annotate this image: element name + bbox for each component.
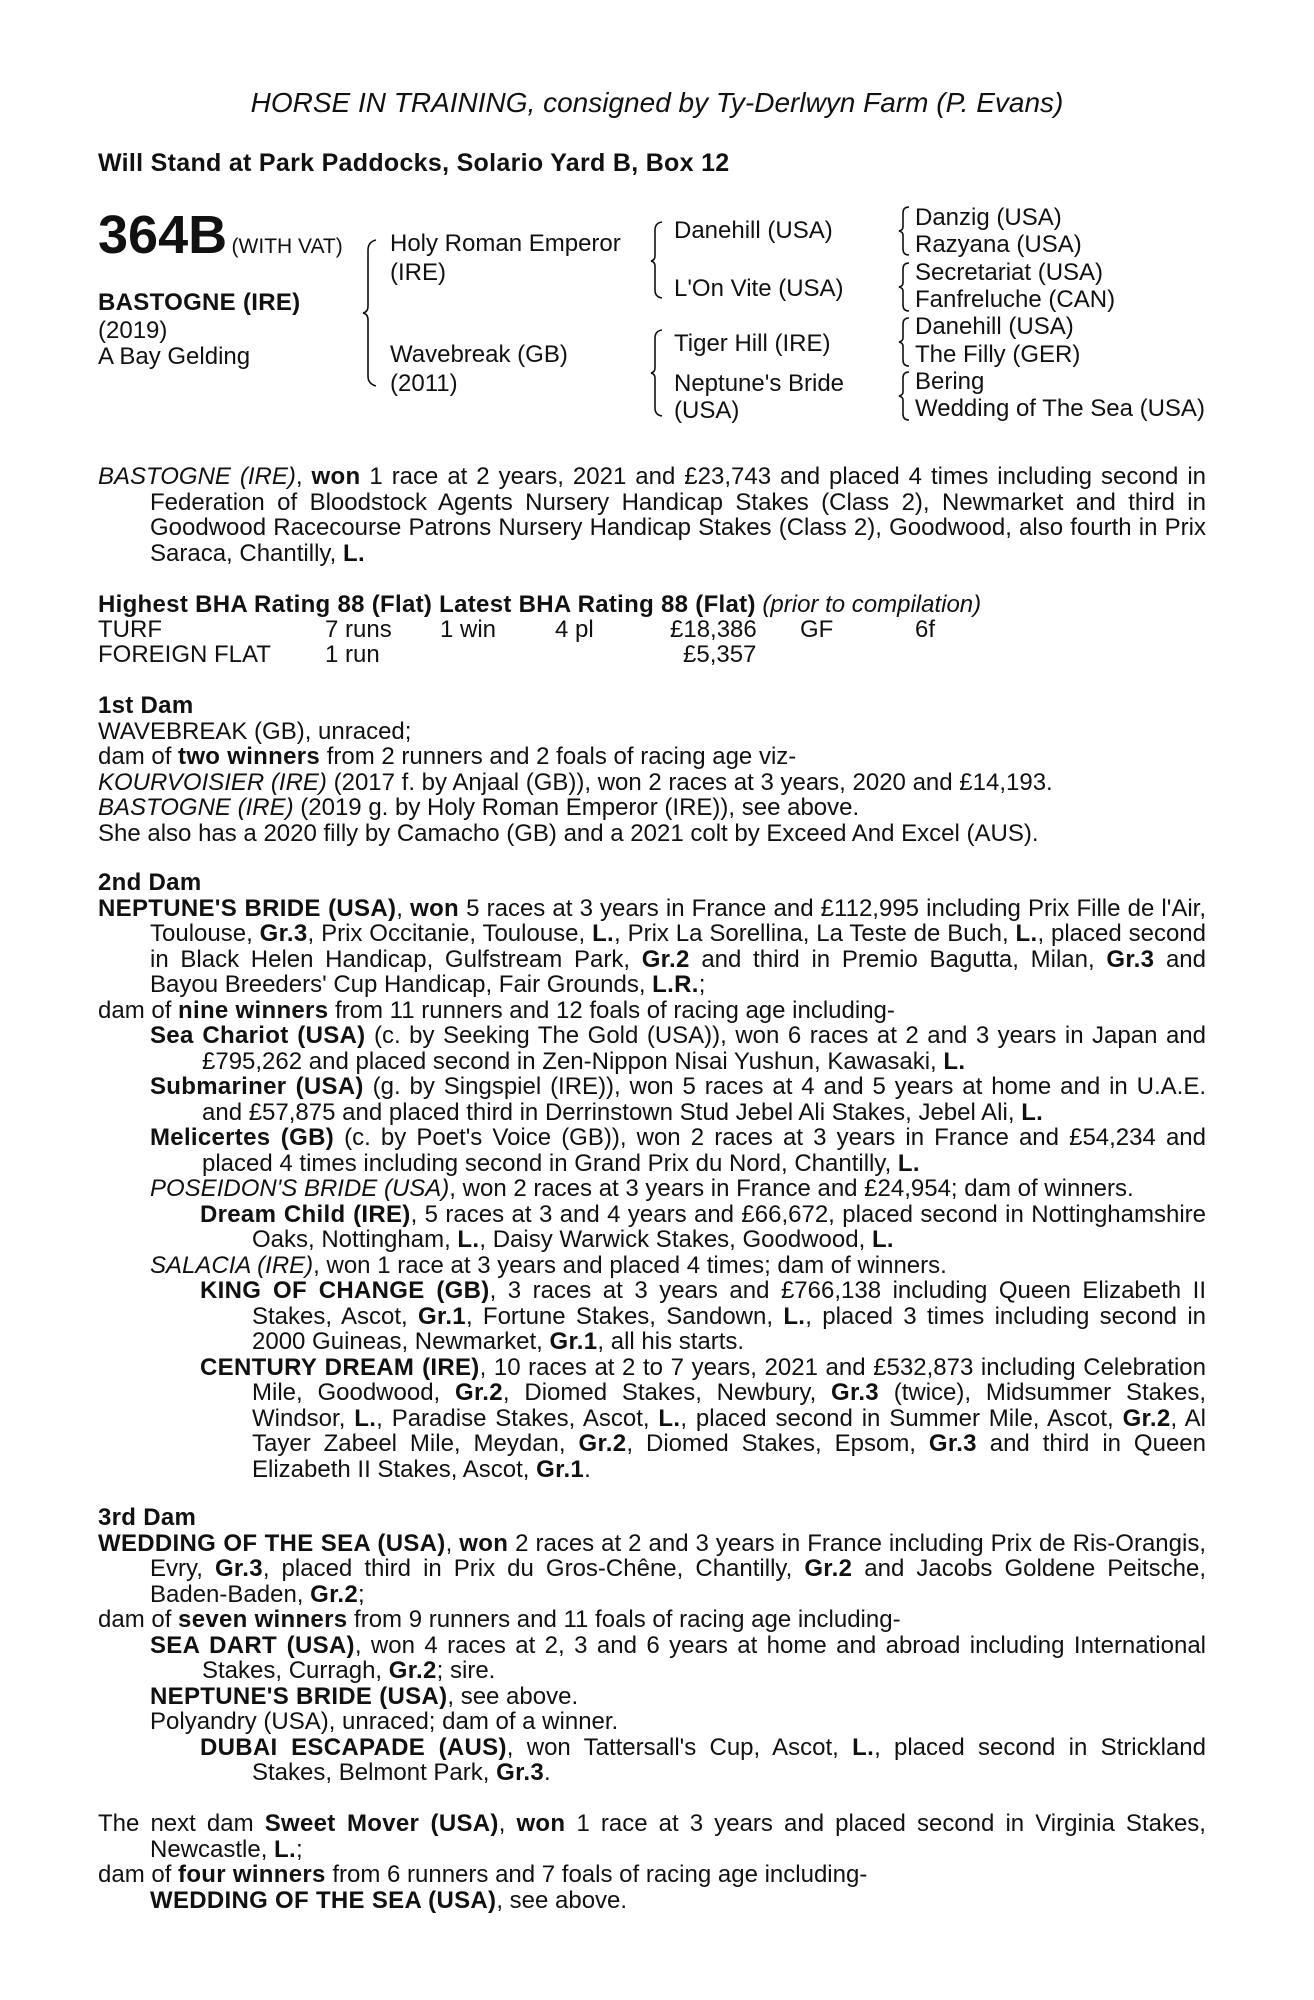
dam-year: (2011): [390, 370, 458, 397]
pedigree-bracket-sire: [650, 220, 668, 300]
great-grandsire-3: Danehill (USA): [915, 313, 1074, 340]
first-dam-produce-line: dam of two winners from 2 runners and 2 foals of racing age viz-: [98, 743, 797, 770]
second-dam-heading: 2nd Dam: [98, 869, 202, 896]
earnings: £18,386: [670, 616, 757, 643]
second-dam-produce-line: dam of nine winners from 11 runners and 12 foals of racing age including-: [98, 996, 895, 1024]
great-grandsire-4: Bering: [915, 368, 985, 395]
summary-text: 1 race at 2 years, 2021 and £23,743 and placed 4 times including second in Federation of Bloodstock Agents Nursery Handicap Stakes (Class 2), Newmarket and third in Goodwood Racecourse Patrons Nursery Handicap Stakes (Class 2), Goodwood, also fourth in Prix Saraca, Chantilly,: [150, 463, 1207, 567]
great-granddam-1: Razyana (USA): [915, 231, 1082, 258]
lot-number: 364B: [98, 205, 228, 265]
stand-location: Will Stand at Park Paddocks, Solario Yard B, Box 12: [98, 149, 730, 177]
great-granddam-3: The Filly (GER): [915, 341, 1081, 368]
race-summary: BASTOGNE (IRE), won 1 race at 2 years, 2021 and £23,743 and placed 4 times including second in Federation of Bloodstock Agents Nursery Handicap Stakes (Class 2), Newmarket and third in Goodwood Racecourse Patrons Nursery Handicap Stakes (Class 2), Goodwood, also fourth in Prix Saraca, Chantilly, L.: [98, 463, 1207, 567]
foal-year: (2019): [98, 317, 168, 344]
produce-century-dream: CENTURY DREAM (IRE), 10 races at 2 to 7 years, 2021 and £532,873 including Celebration Mile, Goodwood, Gr.2, Diomed Stakes, Newbury, Gr.3 (twice), Midsummer Stakes, Windsor, L., Paradise Stakes, Ascot, L., placed second in Summer Mile, Ascot, Gr.2, Al Tayer Zabeel Mile, Meydan, Gr.2, Diomed Stakes, Epsom, Gr.3 and third in Queen Elizabeth II Stakes, Ascot, Gr.1.: [200, 1353, 1207, 1483]
next-dam-section: [98, 1811, 1206, 1913]
produce-wedding-of-the-sea: WEDDING OF THE SEA (USA), see above.: [150, 1886, 628, 1914]
sire-dam: L'On Vite (USA): [674, 275, 844, 302]
vat-note: (WITH VAT): [231, 235, 343, 258]
summary-horse-name: BASTOGNE (IRE): [98, 463, 296, 490]
horse-name: BASTOGNE (IRE): [98, 289, 301, 316]
produce-melicertes: Melicertes (GB) (c. by Poet's Voice (GB)), won 2 races at 3 years in France and £54,234 and placed 4 times including second in Grand Prix du Nord, Chantilly, L.: [150, 1124, 1206, 1177]
second-dam-record: NEPTUNE'S BRIDE (USA), won 5 races at 3 years in France and £112,995 including Prix Fille de l'Air, Toulouse, Gr.3, Prix Occitanie, Toulouse, L., Prix La Sorellina, La Teste de Buch, L., placed second in Black Helen Handicap, Gulfstream Park, Gr.2 and third in Premio Bagutta, Milan, Gr.3 and Bayou Breeders' Cup Handicap, Fair Grounds, L.R.;: [98, 894, 1207, 998]
pedigree-bracket-main: [362, 238, 382, 388]
dam-dam-name: Neptune's Bride: [674, 370, 845, 397]
pedigree-bracket-dam: [650, 328, 668, 418]
third-dam-produce-line: dam of seven winners from 9 runners and 11 foals of racing age including-: [98, 1606, 901, 1633]
first-dam-line: WAVEBREAK (GB), unraced;: [98, 717, 412, 745]
pedigree-bracket-g1: [898, 205, 914, 257]
runs: 7 runs: [325, 616, 392, 643]
great-granddam-2: Fanfreluche (CAN): [915, 286, 1116, 313]
great-granddam-4: Wedding of The Sea (USA): [915, 395, 1205, 422]
great-grandsire-1: Danzig (USA): [915, 204, 1062, 231]
pedigree-bracket-g3: [898, 316, 914, 368]
catalogue-title: HORSE IN TRAINING, consigned by Ty-Derlwyn Farm (P. Evans): [250, 87, 1064, 118]
runs: 1 run: [325, 641, 380, 668]
lot-number-block: [98, 205, 343, 265]
first-dam-section: [98, 693, 1206, 846]
summary-won: won: [311, 463, 361, 490]
produce-polyandry: Polyandry (USA), unraced; dam of a winner.: [150, 1708, 619, 1735]
produce-sea-dart: SEA DART (USA), won 4 races at 2, 3 and 6 years at home and abroad including International Stakes, Curragh, Gr.2; sire.: [150, 1631, 1207, 1684]
second-dam-section: [98, 870, 1206, 1482]
horse-description: A Bay Gelding: [98, 343, 251, 370]
produce-dubai-escapade: DUBAI ESCAPADE (AUS), won Tattersall's Cup, Ascot, L., placed second in Strickland Stakes, Belmont Park, Gr.3.: [200, 1733, 1207, 1786]
rating-note: (prior to compilation): [762, 591, 982, 618]
produce-neptunes-bride: NEPTUNE'S BRIDE (USA), see above.: [150, 1682, 579, 1710]
wins: 1 win: [440, 616, 497, 643]
third-dam-section: [98, 1505, 1206, 1786]
produce-sea-chariot: Sea Chariot (USA) (c. by Seeking The Gold (USA)), won 6 races at 2 and 3 years in Japan and £795,262 and placed second in Zen-Nippon Nisai Yushun, Kawasaki, L.: [150, 1022, 1206, 1075]
produce-submariner: Submariner (USA) (g. by Singspiel (IRE)), won 5 races at 4 and 5 years at home and in U.A.E. and £57,875 and placed third in Derrinstown Stud Jebel Ali Stakes, Jebel Ali, L.: [150, 1073, 1207, 1126]
sire-country: (IRE): [390, 259, 446, 286]
distance: 6f: [915, 616, 936, 643]
produce-bastogne: BASTOGNE (IRE) (2019 g. by Holy Roman Emperor (IRE)), see above.: [98, 794, 860, 821]
dam-name: Wavebreak (GB): [390, 341, 568, 368]
placed: 4 pl: [555, 616, 594, 643]
next-dam-produce-line: dam of four winners from 6 runners and 7 foals of racing age including-: [98, 1861, 868, 1888]
dam-sire: Tiger Hill (IRE): [674, 330, 831, 357]
pedigree-bracket-g4: [898, 370, 914, 422]
race-type: FOREIGN FLAT: [98, 641, 271, 668]
earnings: £5,357: [683, 641, 757, 668]
third-dam-heading: 3rd Dam: [98, 1504, 197, 1531]
great-grandsire-2: Secretariat (USA): [915, 259, 1104, 286]
produce-salacia: SALACIA (IRE), won 1 race at 3 years and placed 4 times; dam of winners.: [150, 1251, 947, 1279]
produce-king-of-change: KING OF CHANGE (GB), 3 races at 3 years and £766,138 including Queen Elizabeth II Stakes, Ascot, Gr.1, Fortune Stakes, Sandown, L., placed 3 times including second in 2000 Guineas, Newmarket, Gr.1, all his starts.: [200, 1277, 1207, 1355]
sire-sire: Danehill (USA): [674, 217, 833, 244]
first-dam-young-stock: She also has a 2020 filly by Camacho (GB) and a 2021 colt by Exceed And Excel (AUS).: [98, 819, 1039, 847]
bha-rating-line: [98, 590, 981, 619]
produce-kourvoisier: KOURVOISIER (IRE) (2017 f. by Anjaal (GB)), won 2 races at 3 years, 2020 and £14,193.: [98, 768, 1053, 796]
going: GF: [800, 616, 834, 643]
first-dam-heading: 1st Dam: [98, 692, 194, 719]
summary-grade: L.: [342, 539, 365, 567]
sire-name: Holy Roman Emperor: [390, 230, 621, 257]
dam-dam-country: (USA): [674, 397, 740, 424]
next-dam-record: The next dam Sweet Mover (USA), won 1 race at 3 years and placed second in Virginia Stakes, Newcastle, L.;: [98, 1810, 1206, 1863]
pedigree-bracket-g2: [898, 261, 914, 313]
third-dam-record: WEDDING OF THE SEA (USA), won 2 races at 2 and 3 years in France including Prix de Ris-Orangis, Evry, Gr.3, placed third in Prix du Gros-Chêne, Chantilly, Gr.2 and Jacobs Goldene Peitsche, Baden-Baden, Gr.2;: [98, 1529, 1206, 1608]
bha-rating: Highest BHA Rating 88 (Flat) Latest BHA Rating 88 (Flat): [98, 591, 756, 618]
produce-poseidons-bride: POSEIDON'S BRIDE (USA), won 2 races at 3 years in France and £24,954; dam of winners.: [150, 1175, 1134, 1202]
produce-dream-child: Dream Child (IRE), 5 races at 3 and 4 years and £66,672, placed second in Nottinghamshire Oaks, Nottingham, L., Daisy Warwick Stakes, Goodwood, L.: [200, 1200, 1207, 1253]
race-type: TURF: [98, 616, 162, 643]
